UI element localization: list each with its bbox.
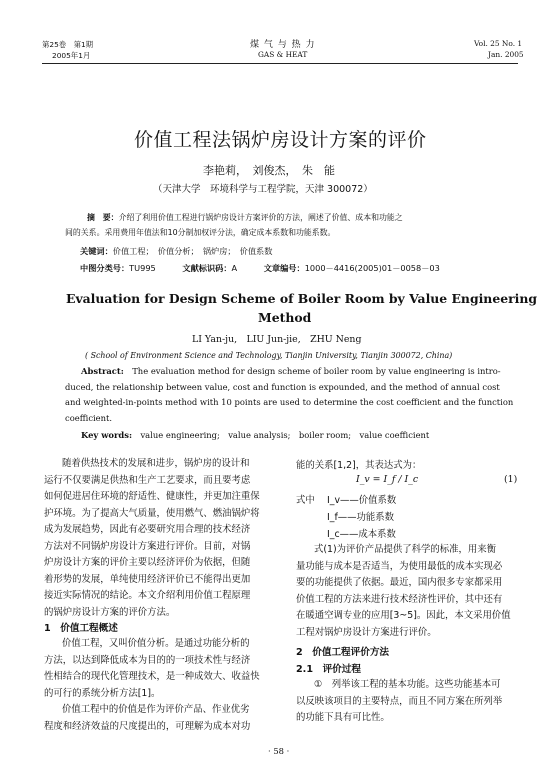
title-cn: 价值工程法锅炉房设计方案的评价 bbox=[134, 129, 427, 151]
journal-name-cn: 煤 气 与 热 力 bbox=[250, 40, 316, 50]
keywords-en-value: value engineering; value analysis; boiler room; value coefficient bbox=[140, 430, 430, 440]
formula-1-number: (1) bbox=[504, 474, 518, 485]
clc-label: 中图分类号： bbox=[80, 263, 130, 273]
section-1-heading: 1 价值工程概述 bbox=[44, 623, 118, 634]
text-line: 的功能下具有可比性。 bbox=[296, 712, 390, 723]
right-col-relation: 能的关系[1,2]，其表达式为： bbox=[296, 460, 422, 471]
text-line: 运行不仅要满足供热和生产工艺要求，而且要考虑 bbox=[44, 474, 251, 486]
var-function-coef: I_f——功能系数 bbox=[327, 512, 395, 523]
keywords-cn-label: 关键词： bbox=[80, 246, 113, 256]
abstract-en-text-2: duced, the relationship between value, cost and function is expounded, and the method of annual cost bbox=[65, 381, 500, 392]
text-line: 的可行的系统分析方法[1]。 bbox=[44, 687, 161, 699]
text-line: ① 列举该工程的基本功能。这些功能基本可 bbox=[314, 679, 501, 690]
left-col-para2 bbox=[44, 636, 280, 735]
abstract-en-text-3: and weighted-in-points method with 10 points are used to determine the cost coefficient and the function bbox=[65, 397, 514, 408]
text-line: 护环境。为了提高大气质量，使用燃气、燃油锅炉将 bbox=[44, 507, 260, 519]
abstract-en-line bbox=[65, 364, 513, 380]
var-value-coef: I_v——价值系数 bbox=[327, 495, 397, 506]
abstract-en-text-4: coefficient. bbox=[65, 412, 113, 423]
section-2-1-heading: 2.1 评价过程 bbox=[296, 664, 361, 675]
text-line: 的锅炉房设计方案的评价方法。 bbox=[44, 606, 176, 618]
text-line: 方法，以达到降低成本为目的的一项技术性与经济 bbox=[44, 654, 251, 666]
text-line: 价值工程的方法来进行技术经济性评价，其中还有 bbox=[296, 593, 503, 605]
abstract-cn-label: 摘 要： bbox=[87, 213, 119, 222]
abstract-cn-line2: 间的关系。采用费用年值法和10分制加权评分法，确定成本系数和功能系数。 bbox=[65, 228, 336, 237]
text-line: 在暖通空调专业的应用[3~5]。因此，本文采用价值 bbox=[296, 610, 511, 621]
title-en-line1: Evaluation for Design Scheme of Boiler Room by Value Engineering bbox=[66, 291, 537, 306]
affiliation-cn: （天津大学 环境科学与工程学院，天津 300072） bbox=[153, 184, 373, 195]
text-line: 要的功能提供了依据。最近，国内很多专家都采用 bbox=[296, 577, 503, 588]
affiliation-en: ( School of Environment Science and Technology, Tianjin University, Tianjin 300072, China) bbox=[85, 351, 453, 360]
authors-en: LI Yan-ju, LIU Jun-jie, ZHU Neng bbox=[192, 334, 362, 345]
var-cost-coef: I_c——成本系数 bbox=[327, 529, 396, 540]
keywords-en-label: Key words: bbox=[81, 430, 133, 440]
left-col-para1 bbox=[44, 456, 280, 621]
text-line: 性相结合的现代化管理技术，是一种成效大、收益快 bbox=[44, 671, 260, 682]
where-label: 式中 bbox=[296, 495, 315, 506]
text-line: 式(1)为评价产品提供了科学的标准，用来衡 bbox=[314, 544, 497, 555]
header-date: 2005年1月 bbox=[52, 51, 91, 60]
text-line: 量功能与成本是否适当，为使用最低的成本实现必 bbox=[296, 560, 503, 572]
abstract-en-text-1: The evaluation method for design scheme of boiler room by value engineering is intro- bbox=[132, 366, 501, 376]
text-line: 成为发展趋势，因此有必要研究用合理的技术经济 bbox=[44, 524, 251, 535]
text-line: 价值工程，又叫价值分析。是通过功能分析的 bbox=[62, 638, 250, 649]
section-2-heading: 2 价值工程评价方法 bbox=[296, 647, 390, 658]
text-line: 工程对锅炉房设计方案进行评价。 bbox=[296, 626, 437, 638]
right-col-para2 bbox=[296, 677, 518, 727]
text-line: 程度和经济效益的尺度提出的，可理解为成本对功 bbox=[44, 720, 251, 732]
classification-line bbox=[80, 263, 440, 274]
right-col-para1 bbox=[296, 542, 518, 641]
title-en-line2: Method bbox=[258, 310, 312, 325]
text-line: 着形势的发展，单纯使用经济评价已不能得出更加 bbox=[44, 573, 251, 585]
keywords-cn bbox=[80, 246, 272, 257]
abstract-en bbox=[65, 364, 513, 426]
doc-code-value: A bbox=[231, 263, 238, 273]
text-line: 炉房设计方案的评价主要以经济评价为依据，但随 bbox=[44, 557, 251, 568]
doc-code-label: 文献标识码： bbox=[182, 263, 232, 273]
text-line: 方法对不同锅炉房设计方案进行评价。目前，对锅 bbox=[44, 540, 251, 552]
keywords-cn-value: 价值工程； 价值分析； 锅炉房； 价值系数 bbox=[112, 246, 273, 256]
article-no-label: 文章编号： bbox=[263, 263, 305, 273]
text-line: 价值工程中的价值是作为评价产品、作业优劣 bbox=[62, 704, 250, 715]
text-line: 接近实际情况的结论。本文介绍利用价值工程原理 bbox=[44, 590, 251, 601]
journal-name-en: GAS & HEAT bbox=[258, 50, 308, 59]
header-volume-en: Vol. 25 No. 1 bbox=[474, 39, 523, 48]
page-number: · 58 · bbox=[268, 746, 290, 756]
authors-cn: 李艳莉， 刘俊杰， 朱 能 bbox=[203, 164, 335, 177]
formula-1: I_v = I_f / I_c bbox=[356, 474, 419, 485]
header-volume: 第25卷 第1期 bbox=[42, 40, 94, 49]
text-line: 随着供热技术的发展和进步，锅炉房的设计和 bbox=[62, 458, 250, 469]
keywords-en bbox=[81, 429, 429, 441]
text-line: 以反映该项目的主要特点，而且不同方案在所列举 bbox=[296, 695, 503, 707]
article-no-value: 1000－4416(2005)01－0058－03 bbox=[304, 263, 440, 273]
text-line: 如何促进居住环境的舒适性、健康性，并更加注重保 bbox=[44, 491, 260, 502]
header-date-en: Jan. 2005 bbox=[488, 50, 524, 59]
clc-value: TU995 bbox=[129, 263, 156, 273]
header-rule bbox=[42, 63, 518, 64]
abstract-cn bbox=[65, 210, 403, 240]
abstract-cn-line1: 介绍了利用价值工程进行锅炉房设计方案评价的方法，阐述了价值、成本和功能之 bbox=[118, 213, 403, 222]
abstract-en-label: Abstract: bbox=[81, 366, 124, 376]
